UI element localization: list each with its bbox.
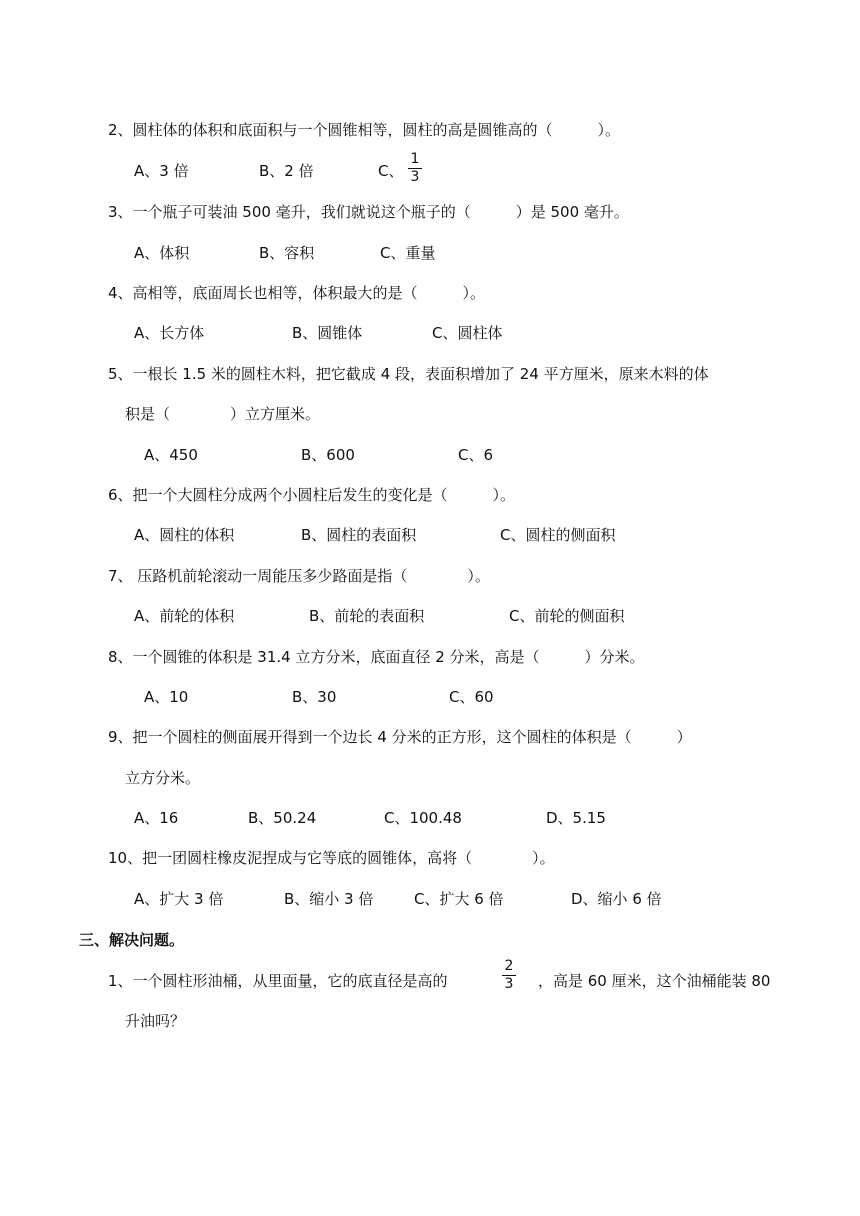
q3-text: 3、一个瓶子可装油 500 毫升，我们就说这个瓶子的（ ）是 500 毫升。 [108,203,629,221]
q6-option-b: B、圆柱的表面积 [301,526,417,544]
q7-option-a: A、前轮的体积 [134,607,235,625]
q9-option-c: C、100.48 [384,809,462,827]
q10-option-d: D、缩小 6 倍 [571,890,662,908]
q5-option-c: C、6 [458,446,494,464]
q9-text-line2: 立方分米。 [125,769,201,787]
q6-option-c: C、圆柱的侧面积 [500,526,616,544]
q6-text: 6、把一个大圆柱分成两个小圆柱后发生的变化是（ ）。 [108,486,516,504]
p1-text-part-a: 1、一个圆柱形油桶，从里面量，它的底直径是高的 [108,972,448,990]
q6-option-a: A、圆柱的体积 [134,526,235,544]
q4-option-b: B、圆锥体 [292,324,363,342]
q8-option-b: B、30 [292,688,337,706]
fraction-numerator: 2 [504,958,514,974]
q5-option-a: A、450 [144,446,198,464]
q2-option-b: B、2 倍 [259,162,314,180]
q2-option-c: C、 [378,162,404,180]
q3-option-c: C、重量 [380,244,436,262]
q4-option-a: A、长方体 [134,324,205,342]
q8-option-a: A、10 [144,688,189,706]
q7-text: 7、 压路机前轮滚动一周能压多少路面是指（ ）。 [108,567,490,585]
q3-option-a: A、体积 [134,244,190,262]
q3-option-b: B、容积 [259,244,315,262]
q2-option-a: A、3 倍 [134,162,189,180]
p1-text-part-b: ，高是 60 厘米，这个油桶能装 80 [538,972,771,990]
fraction-numerator: 1 [410,151,420,167]
q7-option-c: C、前轮的侧面积 [509,607,625,625]
q10-option-b: B、缩小 3 倍 [284,890,374,908]
q8-option-c: C、60 [449,688,494,706]
q7-option-b: B、前轮的表面积 [309,607,425,625]
p1-fraction [502,959,516,992]
fraction-denominator: 3 [504,976,514,992]
q5-text-line1: 5、一根长 1.5 米的圆柱木料，把它截成 4 段，表面积增加了 24 平方厘米，原来木料的体 [108,365,709,383]
q2-option-c-fraction [408,152,422,185]
q4-text: 4、高相等，底面周长也相等，体积最大的是（ ）。 [108,284,486,302]
q5-option-b: B、600 [301,446,355,464]
fraction-denominator: 3 [410,169,420,185]
p1-text-line2: 升油吗？ [125,1012,186,1030]
q9-option-a: A、16 [134,809,179,827]
q9-option-d: D、5.15 [546,809,606,827]
q4-option-c: C、圆柱体 [432,324,503,342]
q5-text-line2: 积是（ ）立方厘米。 [125,405,321,423]
q2-text: 2、圆柱体的体积和底面积与一个圆锥相等，圆柱的高是圆锥高的（ ）。 [108,121,621,139]
q8-text: 8、一个圆锥的体积是 31.4 立方分米，底面直径 2 分米，高是（ ）分米。 [108,648,645,666]
q10-option-a: A、扩大 3 倍 [134,890,224,908]
q9-text-line1: 9、把一个圆柱的侧面展开得到一个边长 4 分米的正方形，这个圆柱的体积是（ ） [108,728,692,746]
section-title-problem-solving: 三、解决问题。 [79,931,185,949]
q9-option-b: B、50.24 [248,809,317,827]
q10-option-c: C、扩大 6 倍 [414,890,504,908]
q10-text: 10、把一团圆柱橡皮泥捏成与它等底的圆锥体，高将（ ）。 [108,849,555,867]
